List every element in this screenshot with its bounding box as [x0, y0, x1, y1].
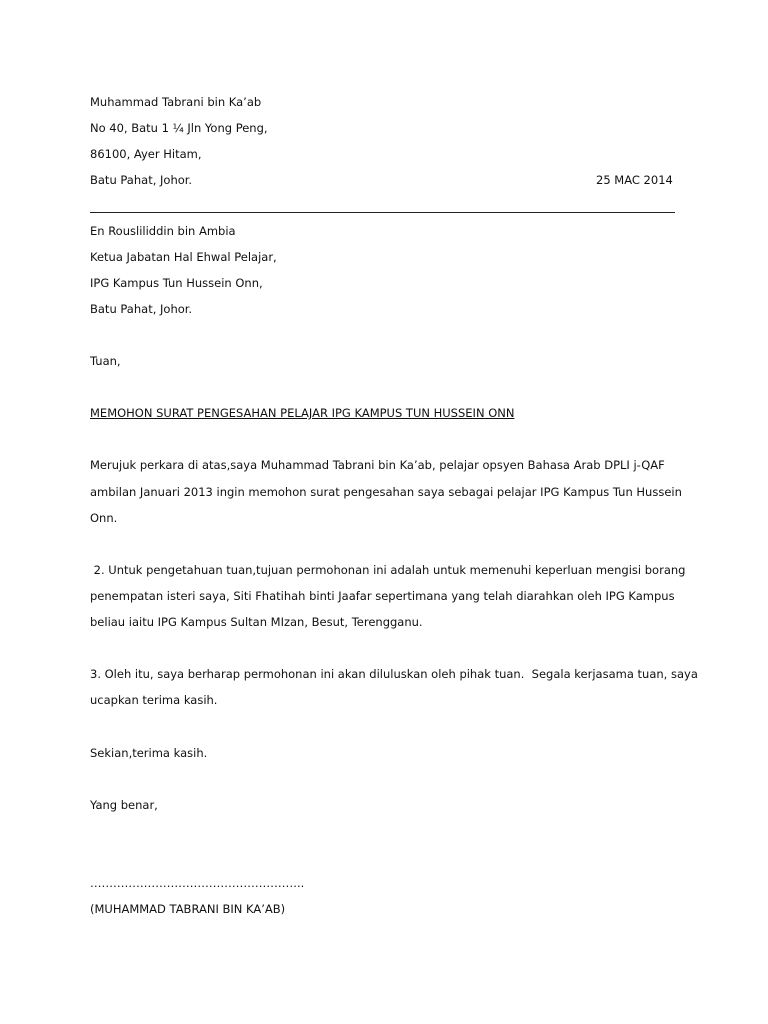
sender-address-line2: 86100, Ayer Hitam, [90, 147, 202, 161]
paragraph-1-line: Onn. [90, 511, 118, 525]
paragraph-2-line: 2. Untuk pengetahuan tuan,tujuan permohonan ini adalah untuk memenuhi keperluan mengisi borang [90, 563, 686, 577]
paragraph-3-line: ucapkan terima kasih. [90, 693, 218, 707]
signatory-name: (MUHAMMAD TABRANI BIN KA’AB) [90, 902, 286, 916]
paragraph-2-line: penempatan isteri saya, Siti Fhatihah binti Jaafar sepertimana yang telah diarahkan oleh IPG Kampus [90, 589, 675, 603]
paragraph-2-line: beliau iaitu IPG Kampus Sultan MIzan, Besut, Terengganu. [90, 615, 423, 629]
recipient-name: En Rousliliddin bin Ambia [90, 224, 236, 238]
salutation: Tuan, [90, 354, 121, 368]
paragraph-1-line: Merujuk perkara di atas,saya Muhammad Tabrani bin Ka’ab, pelajar opsyen Bahasa Arab DPLI j-QAF [90, 458, 665, 472]
closing-line: Sekian,terima kasih. [90, 746, 208, 760]
paragraph-1-line: ambilan Januari 2013 ingin memohon surat pengesahan saya sebagai pelajar IPG Kampus Tun Hussein [90, 485, 682, 499]
separator-rule [90, 212, 675, 213]
recipient-city: Batu Pahat, Johor. [90, 302, 193, 316]
letter-date: 25 MAC 2014 [596, 173, 673, 187]
recipient-position: Ketua Jabatan Hal Ehwal Pelajar, [90, 250, 277, 264]
sender-address-line3: Batu Pahat, Johor. [90, 173, 193, 187]
recipient-institution: IPG Kampus Tun Hussein Onn, [90, 276, 263, 290]
sender-name: Muhammad Tabrani bin Ka’ab [90, 95, 262, 109]
signature-line: ……………………………………………….. [90, 876, 305, 890]
paragraph-3-line: 3. Oleh itu, saya berharap permohonan ini akan diluluskan oleh pihak tuan. Segala kerjasama tuan, saya [90, 667, 698, 681]
sender-address-line1: No 40, Batu 1 ¼ Jln Yong Peng, [90, 121, 268, 135]
sign-off: Yang benar, [90, 798, 158, 812]
letter-subject: MEMOHON SURAT PENGESAHAN PELAJAR IPG KAMPUS TUN HUSSEIN ONN [90, 406, 515, 420]
